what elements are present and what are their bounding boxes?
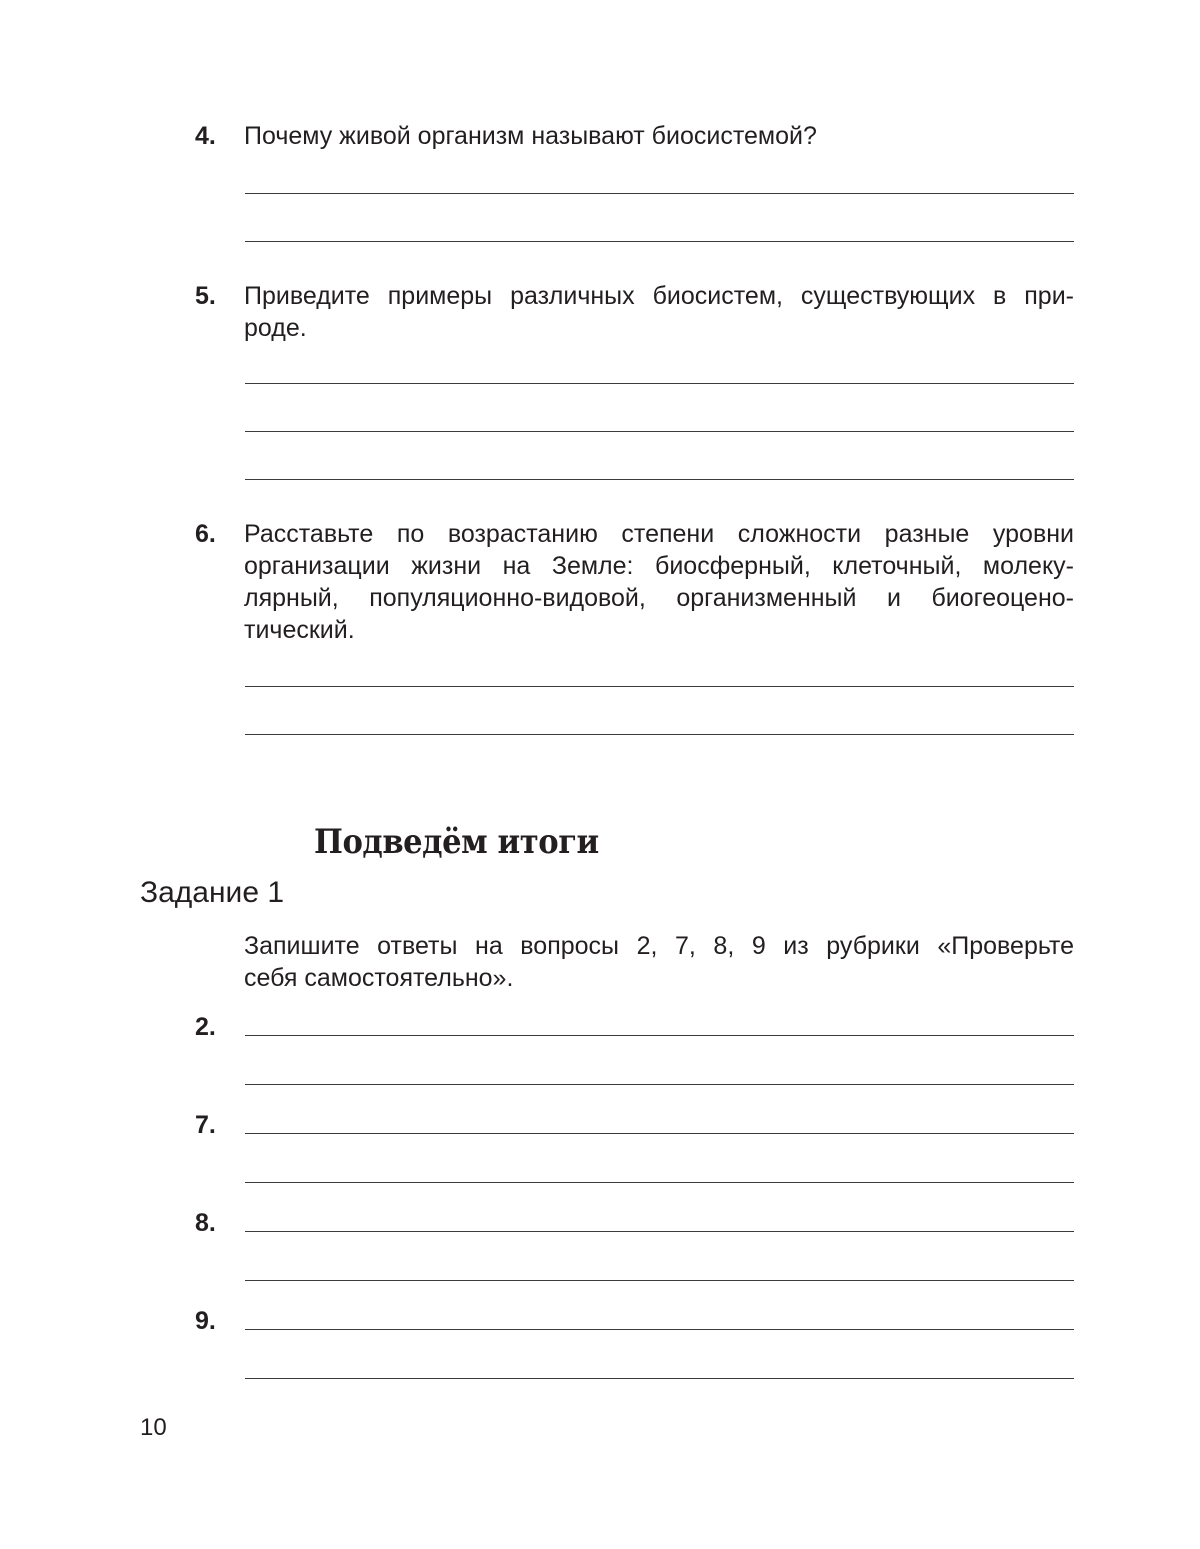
task-title: Задание 1 <box>140 876 285 909</box>
answer-line[interactable] <box>245 1378 1074 1379</box>
answer-line[interactable] <box>245 479 1074 480</box>
page-number: 10 <box>140 1414 167 1441</box>
question-text: Расставьте по возрастанию степени сложности разные уровни организации жизни на Земле: биосферный, клеточный, молеку- лярный, популяционно-видовой, организменный и биогеоцено- тический. <box>244 520 1074 644</box>
answer-line[interactable] <box>245 241 1074 242</box>
answer-number: 9. <box>195 1307 216 1335</box>
answer-number: 2. <box>195 1013 216 1041</box>
question-number: 5. <box>195 282 216 310</box>
answer-line[interactable] <box>245 1035 1074 1036</box>
answer-line[interactable] <box>245 734 1074 735</box>
answer-number: 7. <box>195 1111 216 1139</box>
section-heading: Подведём итоги <box>314 822 599 862</box>
question-text: Приведите примеры различных биосистем, существующих в при- роде. <box>244 282 1074 342</box>
answer-line[interactable] <box>245 1329 1074 1330</box>
question-number: 6. <box>195 520 216 548</box>
answer-line[interactable] <box>245 1231 1074 1232</box>
answer-number: 8. <box>195 1209 216 1237</box>
answer-line[interactable] <box>245 1133 1074 1134</box>
answer-line[interactable] <box>245 193 1074 194</box>
task-instruction: Запишите ответы на вопросы 2, 7, 8, 9 из рубрики «Проверьте себя самостоятельно». <box>244 932 1074 992</box>
answer-line[interactable] <box>245 1280 1074 1281</box>
question-number: 4. <box>195 122 216 150</box>
answer-line[interactable] <box>245 1084 1074 1085</box>
answer-line[interactable] <box>245 686 1074 687</box>
answer-line[interactable] <box>245 383 1074 384</box>
question-text: Почему живой организм называют биосистемой? <box>244 122 817 150</box>
answer-line[interactable] <box>245 431 1074 432</box>
answer-line[interactable] <box>245 1182 1074 1183</box>
